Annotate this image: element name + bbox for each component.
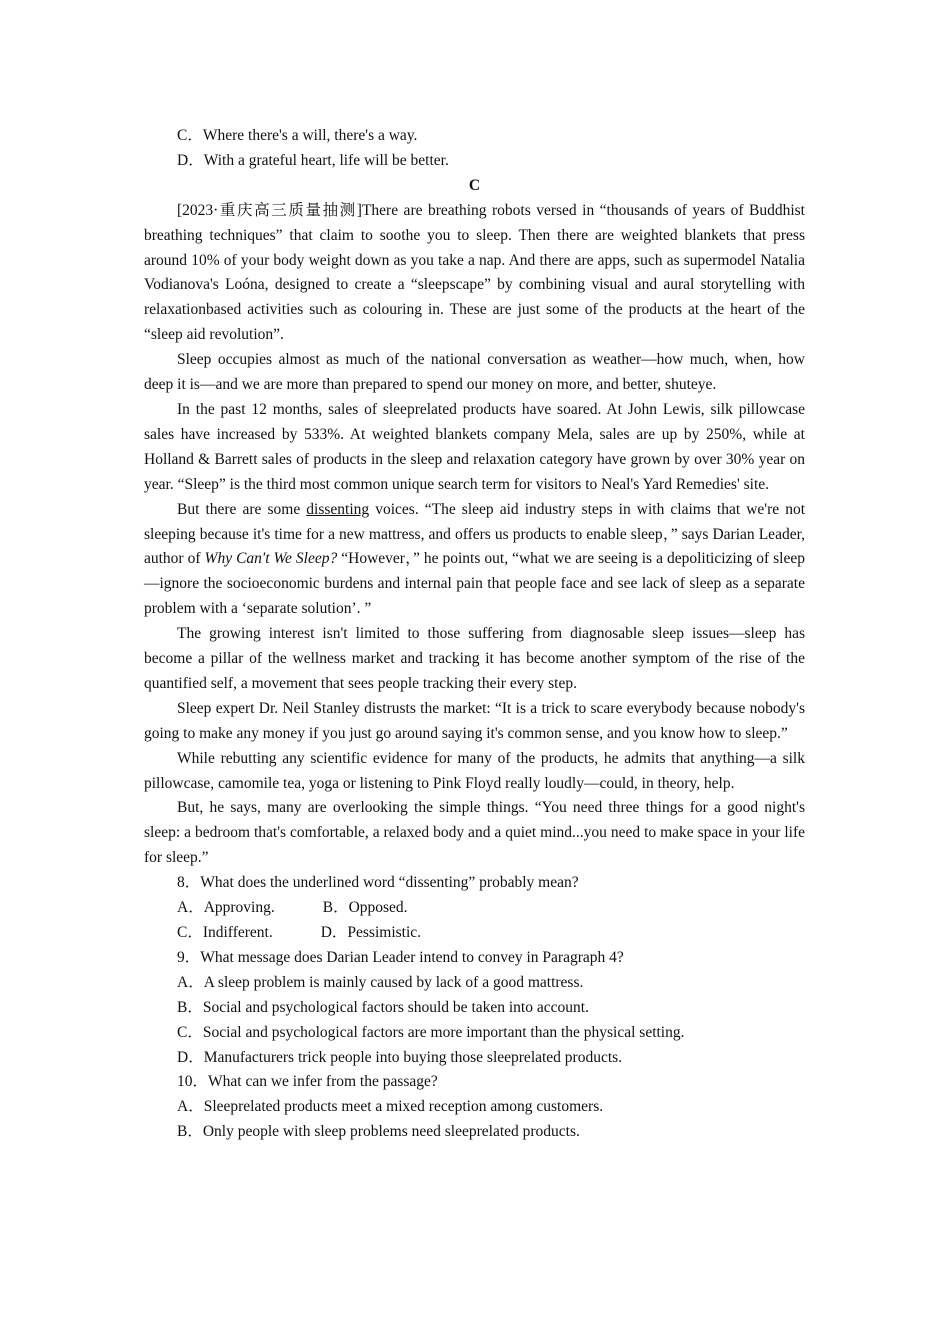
paragraph-5: The growing interest isn't limited to those suffering from diagnosable sleep issues—sleep has become a pillar of the wellness market and tracking it has become another symptom of the rise of the quantified self, a movement that sees people tracking their every step. [144, 625, 805, 692]
q8-options-cd [144, 921, 805, 946]
document-page [144, 124, 805, 1145]
paragraph-4 [144, 498, 805, 623]
book-title: Why Can't We Sleep? [204, 550, 338, 568]
q8-options-ab [144, 896, 805, 921]
q8-stem: 8．What does the underlined word “dissenting” probably mean? [177, 874, 579, 892]
paragraph-8: But, he says, many are overlooking the simple things. “You need three things for a good night's sleep: a bedroom that's comfortable, a relaxed body and a quiet mind...you need to make space in your life for sleep.” [144, 799, 805, 867]
q8-option-d: D．Pessimistic. [320, 924, 422, 941]
q9-stem: 9．What message does Darian Leader intend to convey in Paragraph 4? [177, 948, 624, 966]
option-d: D．With a grateful heart, life will be better. [177, 151, 449, 169]
q9-option-d: D．Manufacturers trick people into buying those sleeprelated products. [177, 1048, 623, 1066]
paragraph-1: [2023·重庆高三质量抽测]There are breathing robots versed in “thousands of years of Buddhist breathing techniques” that claim to soothe you to sleep. Then there are weighted blankets that press around 10% of your body weight down as you take a nap. And there are apps, such as supermodel Natalia Vodianova's Loóna, designed to create a “sleepscape” by combining visual and aural storytelling with relaxationbased activities such as colouring in. These are just some of the products at the heart of the “sleep aid revolution”. [144, 201, 805, 344]
paragraph-2: Sleep occupies almost as much of the national conversation as weather—how much, when, how deep it is—and we are more than prepared to spend our money on more, and better, shuteye. [144, 351, 805, 394]
p4-text-b: voices. “The sleep aid industry steps in with claims that we're not sleeping because it's time for a new mattress, and offers us products to enable sleep，” says Darian Leader, author of [144, 500, 805, 568]
p4-text-a: But there are some [177, 500, 307, 518]
q9-option-b: B．Social and psychological factors should be taken into account. [177, 998, 589, 1016]
q9-option-a: A．A sleep problem is mainly caused by lack of a good mattress. [177, 973, 584, 991]
option-c: C．Where there's a will, there's a way. [177, 127, 418, 144]
underlined-word: dissenting [306, 500, 370, 518]
paragraph-7: While rebutting any scientific evidence for many of the products, he admits that anything—a silk pillowcase, camomile tea, yoga or listening to Pink Floyd really loudly—could, in theory, help. [144, 749, 805, 792]
q9-option-c: C．Social and psychological factors are more important than the physical setting. [177, 1023, 685, 1041]
q8-option-c: C．Indifferent. [177, 924, 273, 941]
paragraph-3: In the past 12 months, sales of sleeprelated products have soared. At John Lewis, silk pillowcase sales have increased by 533%. At weighted blankets company Mela, sales are up by 250%, while at Holland & Barrett sales of products in the sleep and relaxation category have grown by over 30% year on year. “Sleep” is the third most common unique search term for visitors to Neal's Yard Remedies' site. [144, 400, 805, 493]
q8-option-b: B．Opposed. [322, 899, 408, 917]
q8-option-a: A．Approving. [177, 899, 275, 917]
q10-option-a: A．Sleeprelated products meet a mixed reception among customers. [177, 1098, 604, 1116]
section-label: C [468, 176, 481, 194]
q10-stem: 10．What can we infer from the passage? [177, 1073, 438, 1091]
paragraph-6: Sleep expert Dr. Neil Stanley distrusts the market: “It is a trick to scare everybody because nobody's going to make any money if you just go around saying it's common sense, and you know how to sleep.” [144, 699, 805, 742]
p4-text-c: “However，” he points out, “what we are seeing is a depoliticizing of sleep—ignore the socioeconomic burdens and internal pain that people face and see lack of sleep as a separate problem with a ‘separate solution’. ” [144, 550, 805, 618]
q10-option-b: B．Only people with sleep problems need sleeprelated products. [177, 1123, 580, 1141]
